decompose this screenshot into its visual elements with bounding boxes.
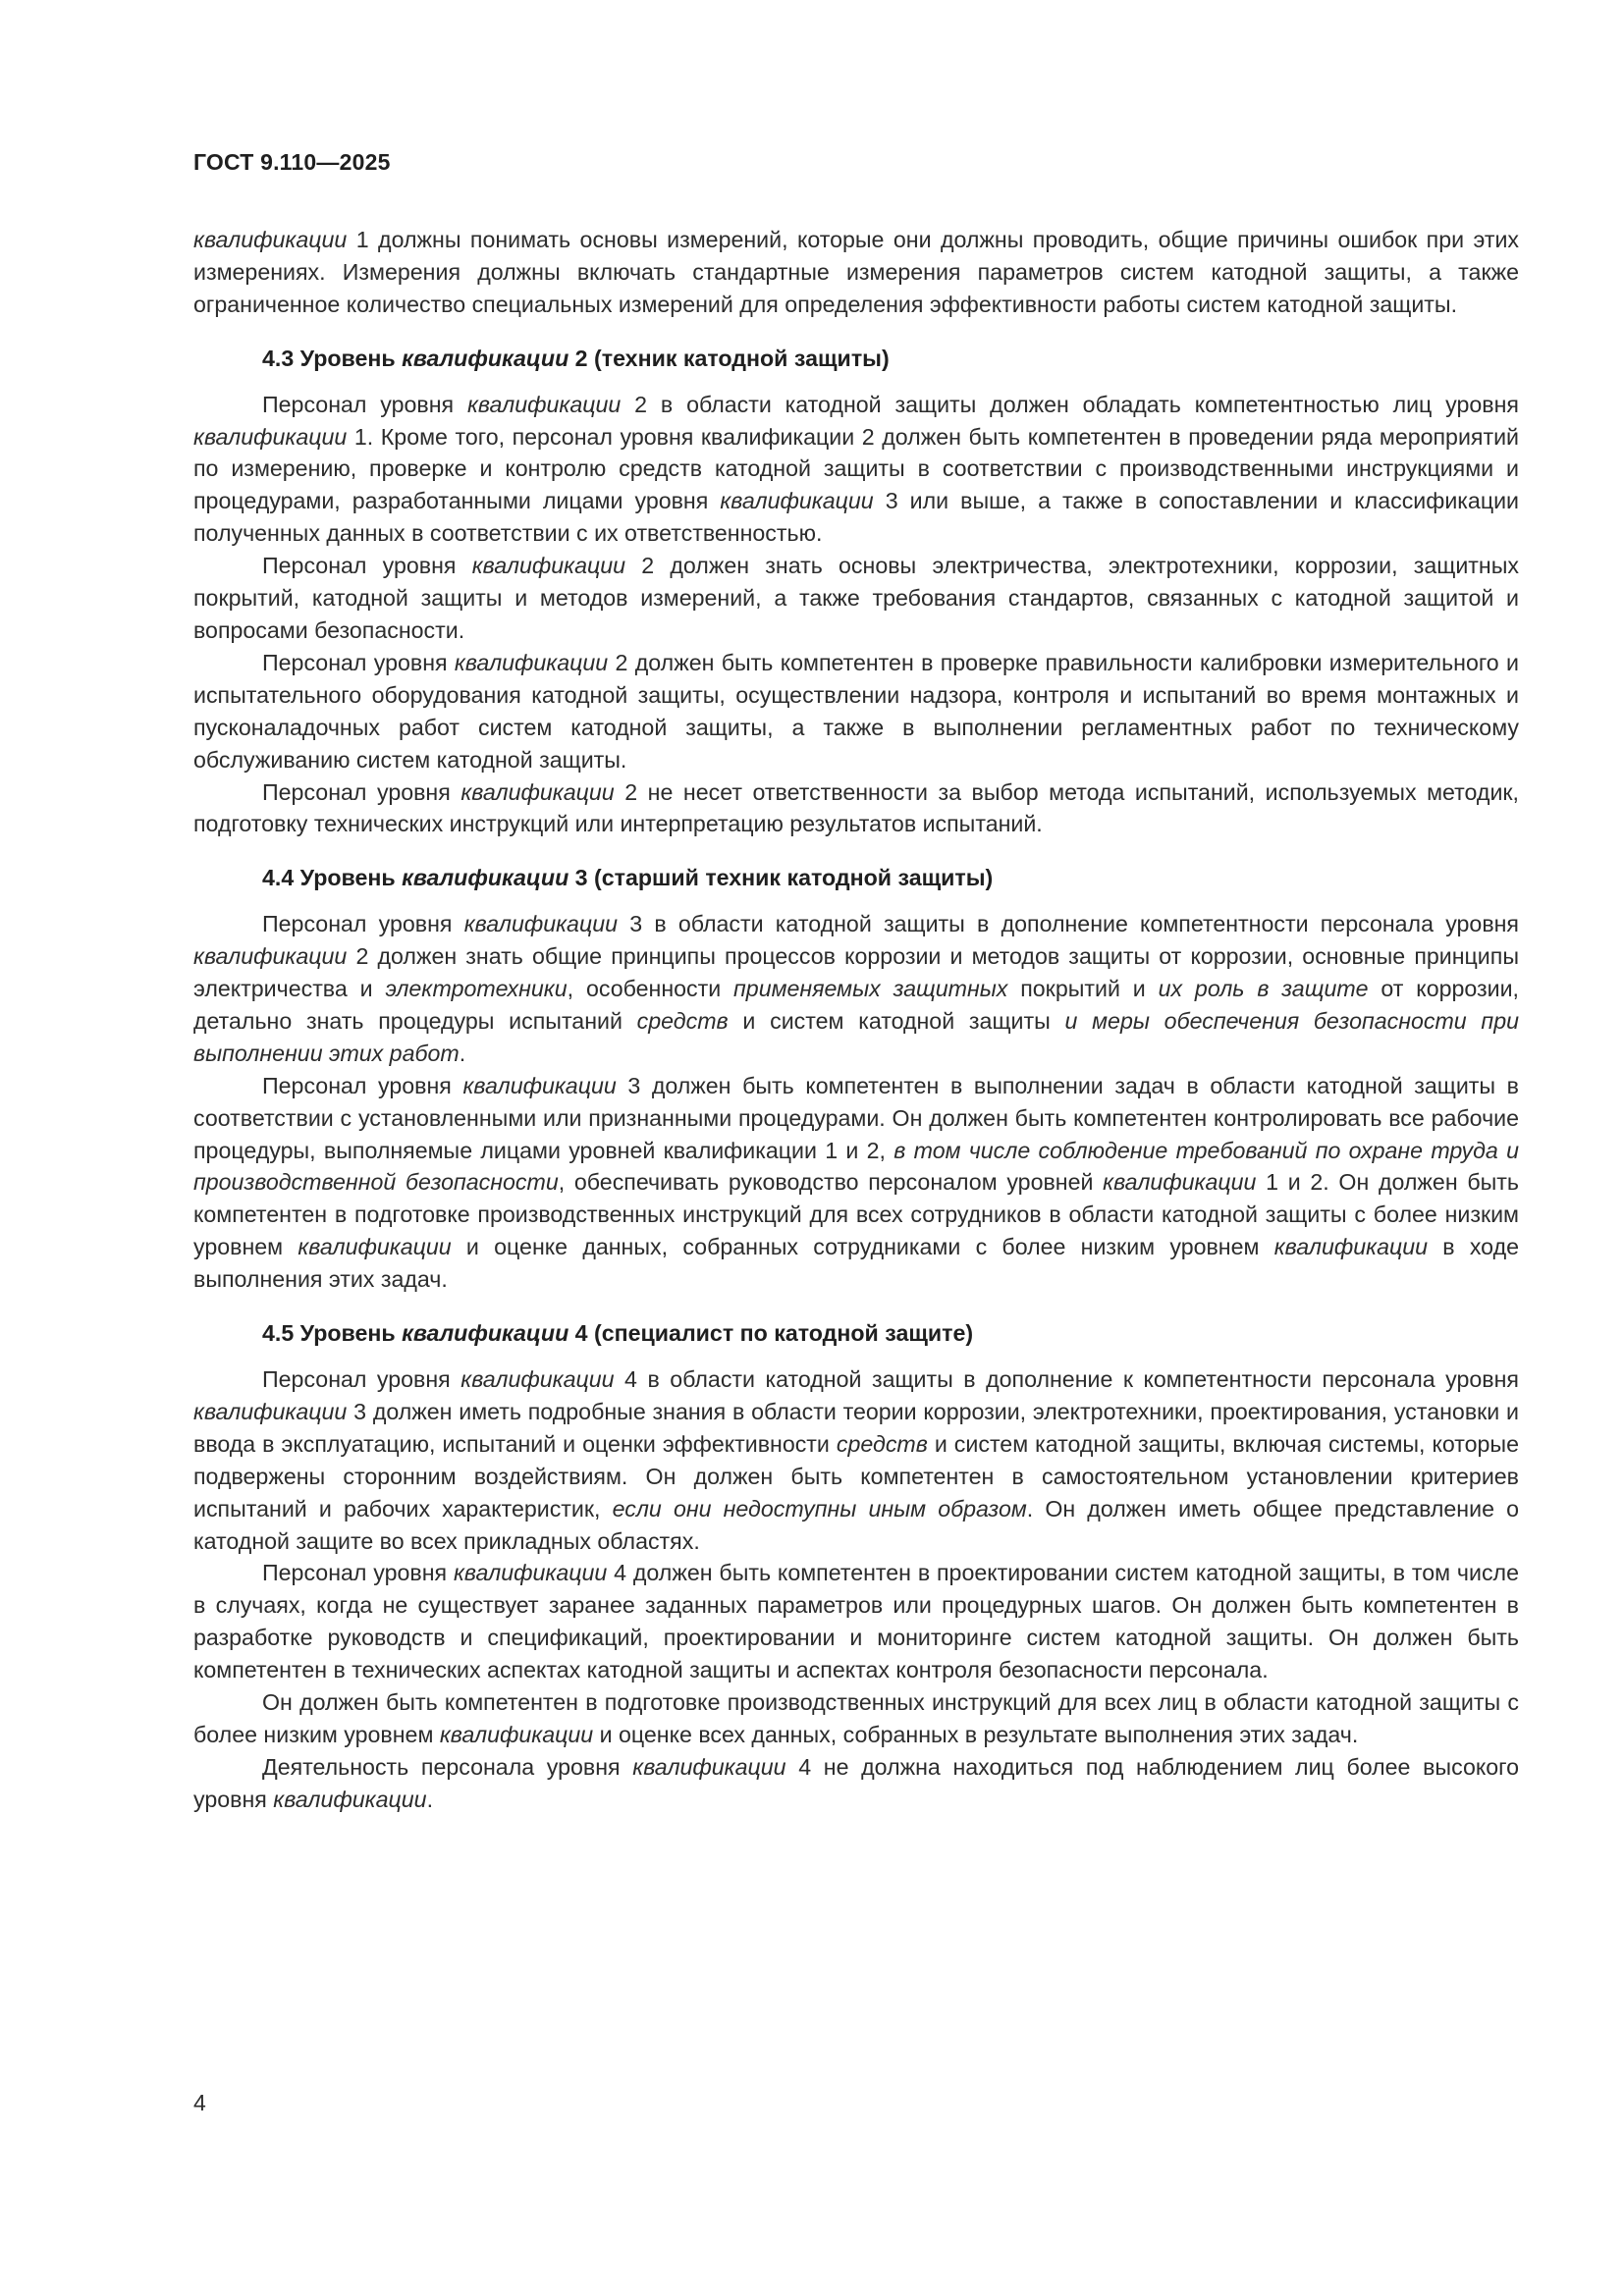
italic-run: электротехники <box>385 976 568 1002</box>
text-run: 2 должен быть компетентен в проверке правильности калибровки измерительного и испытательного оборудования катодной защиты, осуществлении надзора, контроля и испытаний во время монтажных и пусконаладочных работ систем катодной защиты, а также в выполнении регламентных работ по техническому обслуживанию систем катодной защиты. <box>193 649 1519 773</box>
italic-run: квалификации <box>193 227 348 252</box>
text-run: Персонал уровня <box>262 778 461 805</box>
text-run: Он должен быть компетентен в подготовке производственных инструкций для всех лиц в области катодной защиты с более низким уровнем <box>193 1689 1519 1747</box>
text-run: 3 (старший техник катодной защиты) <box>568 865 994 891</box>
section-paragraph <box>193 389 1519 551</box>
italic-run: квалификации <box>1273 1234 1429 1260</box>
italic-run: квалификации <box>720 488 874 514</box>
italic-run: в том числе соблюдение требований по охране труда и производственной безопасности <box>193 1137 1520 1196</box>
section-paragraph <box>193 1751 1519 1816</box>
italic-run: квалификации <box>471 553 626 579</box>
page-number: 4 <box>193 2090 206 2115</box>
italic-run: квалификации <box>298 1234 452 1260</box>
section-heading <box>193 1317 1519 1350</box>
text-run: 1 должны понимать основы измерений, которые они должны проводить, общие причины ошибок при этих измерениях. Измерения должны включать стандартные измерения параметров систем катодной защиты, а также ограниченное количество специальных измерений для определения эффективности работы систем катодной защиты. <box>193 227 1519 317</box>
text-run: 4.5 Уровень <box>262 1320 403 1347</box>
text-run: 4 в области катодной защиты в дополнение к компетентности персонала уровня <box>614 1366 1519 1392</box>
text-run: 3 должен быть компетентен в выполнении задач в области катодной защиты в соответствии с установленными или признанными процедурами. Он должен быть компетентен контролировать все рабочие процедуры, выполняемые лицами уровней квалификации 1 и 2, <box>193 1072 1519 1163</box>
italic-run: их роль в защите <box>1158 976 1369 1002</box>
italic-run: и меры обеспечения безопасности при выполнении этих работ <box>193 1007 1519 1066</box>
italic-run: квалификации <box>193 943 348 970</box>
text-run: Персонал уровня <box>262 911 464 937</box>
text-run: в ходе выполнения этих задач. <box>193 1234 1519 1293</box>
text-run: . <box>426 1786 434 1812</box>
text-run: Персонал уровня <box>262 1366 461 1392</box>
text-run: 2 в области катодной защиты должен обладать компетентностью лиц уровня <box>621 391 1519 417</box>
text-run: 2 не несет ответственности за выбор метода испытаний, используемых методик, подготовку технических инструкций или интерпретацию результатов испытаний. <box>193 778 1519 837</box>
text-run: Персонал уровня <box>262 1560 454 1586</box>
italic-run: квалификации <box>193 423 348 450</box>
text-run: . <box>459 1040 466 1066</box>
italic-run: квалификации <box>460 778 615 805</box>
text-run: 2 (техник катодной защиты) <box>568 345 890 371</box>
italic-run: квалификации <box>439 1721 594 1747</box>
text-run: 1. Кроме того, персонал уровня квалификации 2 должен быть компетентен в проведении ряда мероприятий по измерению, проверке и контролю средств катодной защиты в соответствии с производственными инструкциями и процедурами, разработанными лицами уровня <box>193 423 1519 514</box>
document-header: ГОСТ 9.110—2025 <box>193 149 391 175</box>
italic-run: квалификации <box>1103 1169 1257 1196</box>
italic-run: квалификации <box>402 1320 569 1347</box>
text-run: 1 и 2. Он должен быть компетентен в подготовке производственных инструкций для всех сотрудников в области катодной защиты с более низким уровнем <box>193 1169 1519 1260</box>
section-paragraph <box>193 1070 1519 1296</box>
section-paragraph <box>193 1363 1519 1557</box>
text-run: 2 должен знать общие принципы процессов коррозии и методов защиты от коррозии, основные принципы электричества и <box>193 943 1519 1002</box>
text-run: и систем катодной защиты, включая системы, которые подвержены сторонним воздействиям. Он должен быть компетентен в самостоятельном установлении критериев испытаний и рабочих характеристик, <box>193 1430 1519 1522</box>
italic-run: квалификации <box>632 1753 786 1780</box>
text-run: . Он должен иметь общее представление о катодной защите во всех прикладных областях. <box>193 1495 1519 1554</box>
italic-run: квалификации <box>466 391 622 417</box>
text-run: и оценке всех данных, собранных в результате выполнения этих задач. <box>593 1721 1359 1747</box>
text-run: и оценке данных, собранных сотрудниками с более низким уровнем <box>451 1234 1274 1260</box>
text-run: 4 (специалист по катодной защите) <box>568 1320 974 1347</box>
text-run: 4.3 Уровень <box>262 345 403 371</box>
section-paragraph <box>193 550 1519 647</box>
italic-run: применяемых защитных <box>733 976 1008 1002</box>
text-run: от коррозии, детально знать процедуры испытаний <box>193 976 1519 1034</box>
italic-run: средств <box>636 1007 729 1034</box>
text-run: 2 должен знать основы электричества, электротехники, коррозии, защитных покрытий, катодной защиты и методов измерений, а также требования стандартов, связанных с катодной защитой и вопросами безопасности. <box>193 553 1519 643</box>
text-run: 3 или выше, а также в сопоставлении и классификации полученных данных в соответствии с их ответственностью. <box>193 488 1520 547</box>
text-run: 4 должен быть компетентен в проектировании систем катодной защиты, в том числе в случаях, когда не существует заранее заданных параметров или процедурных шагов. Он должен быть компетентен в разработке руководств и спецификаций, проектировании и мониторинге систем катодной защиты. Он должен быть компетентен в технических аспектах катодной защиты и аспектах контроля безопасности персонала. <box>193 1560 1519 1683</box>
italic-run: квалификации <box>463 911 618 937</box>
italic-run: квалификации <box>462 1072 617 1098</box>
section-paragraph <box>193 908 1519 1070</box>
text-run: и систем катодной защиты <box>728 1007 1065 1034</box>
italic-run: квалификации <box>453 1560 608 1586</box>
text-run: , особенности <box>567 976 734 1002</box>
intro-paragraph <box>193 224 1519 321</box>
text-run: Персонал уровня <box>262 553 472 579</box>
section-heading <box>193 343 1519 375</box>
section-paragraph <box>193 776 1519 841</box>
text-run: Персонал уровня <box>262 391 467 417</box>
italic-run: квалификации <box>402 865 569 891</box>
text-run: покрытий и <box>1007 976 1159 1002</box>
section-paragraph <box>193 1557 1519 1686</box>
document-body <box>193 224 1519 1816</box>
text-run: 3 должен иметь подробные знания в области теории коррозии, электротехники, проектирования, установки и ввода в эксплуатацию, испытаний и оценки эффективности <box>193 1398 1519 1457</box>
text-run: 4 не должна находиться под наблюдением лиц более высокого уровня <box>193 1753 1519 1812</box>
section-heading <box>193 862 1519 894</box>
text-run: , обеспечивать руководство персоналом уровней <box>558 1169 1104 1196</box>
italic-run: квалификации <box>193 1398 348 1424</box>
text-run: Персонал уровня <box>262 649 455 675</box>
italic-run: квалификации <box>460 1366 615 1392</box>
text-run: Персонал уровня <box>262 1072 463 1098</box>
section-paragraph <box>193 647 1519 776</box>
text-run: 3 в области катодной защиты в дополнение компетентности персонала уровня <box>618 911 1519 937</box>
italic-run: средств <box>836 1430 928 1457</box>
italic-run: квалификации <box>402 345 569 371</box>
italic-run: если они недоступны иным образом <box>612 1495 1027 1522</box>
italic-run: квалификации <box>454 649 609 675</box>
italic-run: квалификации <box>273 1786 427 1812</box>
text-run: 4.4 Уровень <box>262 865 403 891</box>
section-paragraph <box>193 1686 1519 1751</box>
text-run: Деятельность персонала уровня <box>262 1753 633 1780</box>
